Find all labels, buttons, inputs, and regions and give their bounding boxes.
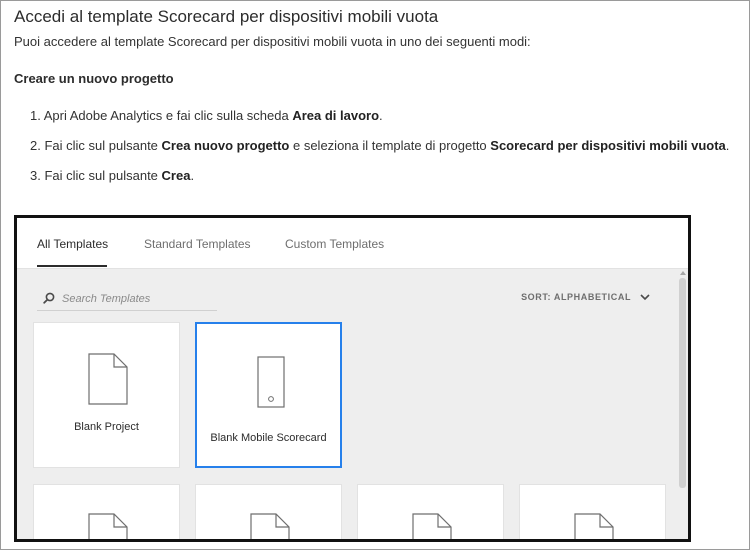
template-card[interactable] [519, 484, 666, 542]
step-emphasis: Crea [161, 168, 191, 183]
step-number: 3. [30, 168, 41, 183]
step-item [30, 168, 194, 183]
template-tabs [17, 218, 688, 269]
page-title: Accedi al template Scorecard per dispositivi mobili vuota [14, 7, 439, 26]
template-card[interactable] [357, 484, 504, 542]
template-card-blank-project[interactable] [33, 322, 180, 468]
step-number: 1. [30, 108, 41, 123]
scrollbar[interactable] [679, 278, 686, 488]
template-card[interactable] [195, 484, 342, 542]
active-tab-indicator [37, 265, 107, 267]
document-icon [412, 513, 452, 542]
section-subheading: Creare un nuovo progetto [14, 71, 174, 86]
card-label: Blank Mobile Scorecard [210, 432, 327, 444]
step-text: . [379, 108, 383, 123]
step-text: . [725, 138, 730, 153]
search-icon [43, 292, 55, 304]
template-card-blank-mobile-scorecard[interactable] [195, 322, 342, 468]
step-text: Fai clic sul pulsante [44, 168, 162, 183]
sort-label: SORT: ALPHABETICAL [521, 292, 631, 302]
template-picker-screenshot [14, 215, 691, 542]
template-card[interactable] [33, 484, 180, 542]
step-item [30, 138, 729, 153]
tab-standard-templates[interactable]: Standard Templates [144, 237, 251, 251]
search-input[interactable] [37, 284, 217, 311]
mobile-device-icon [257, 356, 285, 408]
intro-text: Puoi accedere al template Scorecard per dispositivi mobili vuota in uno dei seguenti modi: [14, 34, 531, 49]
step-text: . [190, 168, 195, 183]
scroll-up-arrow[interactable] [680, 271, 686, 275]
chevron-down-icon [640, 294, 650, 301]
step-text: e seleziona il template di progetto [289, 138, 491, 153]
card-label: Blank Project [74, 421, 139, 433]
step-text: Fai clic sul pulsante [44, 138, 162, 153]
step-emphasis: Area di lavoro [292, 108, 380, 123]
step-emphasis: Scorecard per dispositivi mobili vuota [490, 138, 726, 153]
step-emphasis: Crea nuovo progetto [161, 138, 290, 153]
document-icon [88, 353, 128, 405]
sort-dropdown[interactable] [521, 292, 650, 302]
document-icon [250, 513, 290, 542]
step-item [30, 108, 383, 123]
step-text: Apri Adobe Analytics e fai clic sulla scheda [43, 108, 293, 123]
search-placeholder: Search Templates [62, 293, 151, 305]
tab-custom-templates[interactable]: Custom Templates [285, 237, 385, 251]
tab-all-templates[interactable]: All Templates [37, 237, 109, 251]
step-number: 2. [30, 138, 41, 153]
document-icon [574, 513, 614, 542]
document-icon [88, 513, 128, 542]
